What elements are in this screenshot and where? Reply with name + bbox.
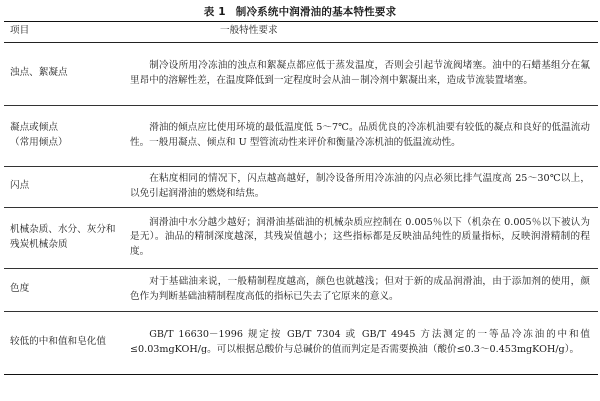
row-property: 机械杂质、水分、灰分和残炭机械杂质 bbox=[4, 207, 124, 268]
row-property: 浊点、絮凝点 bbox=[4, 42, 124, 105]
table-header-row bbox=[4, 22, 598, 43]
table-row bbox=[4, 207, 598, 268]
properties-table bbox=[4, 21, 598, 375]
header-item: 项目 bbox=[4, 22, 124, 43]
row-property-main: 凝点或倾点 bbox=[10, 122, 58, 133]
row-property: 闪点 bbox=[4, 166, 124, 207]
table-caption bbox=[0, 4, 600, 19]
table-row bbox=[4, 268, 598, 311]
row-requirement: 制冷设所用冷冻油的浊点和絮凝点都应低于蒸发温度，否则会引起节流阀堵塞。油中的石蜡基组分在氟里昂中的溶解性差，在温度降低到一定程度时会从油－制冷剂中絮凝出来，造成节流装置堵塞。 bbox=[124, 42, 598, 105]
table-row bbox=[4, 42, 598, 105]
row-property: 色度 bbox=[4, 268, 124, 311]
table-row bbox=[4, 311, 598, 374]
row-property-note: （常用倾点） bbox=[10, 136, 68, 148]
row-property: 较低的中和值和皂化值 bbox=[10, 336, 106, 348]
row-requirement: GB/T 16630－1996 规定按 GB/T 7304 或 GB/T 4945 方法测定的一等品冷冻油的中和值≤0.03mgKOH/g。可以根据总酸价与总碱价的值而判定是否需要换油（酸价≤0.3～0.453mgKOH/g）。 bbox=[130, 329, 590, 355]
table-row bbox=[4, 166, 598, 207]
row-requirement: 对于基础油来说，一般精制程度越高，颜色也就越浅；但对于新的成品润滑油，由于添加剂的使用，颜色作为判断基础油精制程度高低的指标已失去了它原来的意义。 bbox=[124, 268, 598, 311]
row-property bbox=[4, 105, 124, 166]
row-requirement: 滑油的倾点应比使用环境的最低温度低 5～7℃。品质优良的冷冻机油要有较低的凝点和良好的低温流动性。一般用凝点、倾点和 U 型管流动性来评价和衡量冷冻机油的低温流动性。 bbox=[124, 105, 598, 166]
table-number: 表 1 bbox=[203, 6, 226, 18]
table-title: 制冷系统中润滑油的基本特性要求 bbox=[235, 6, 397, 18]
row-requirement: 润滑油中水分越少越好；润滑油基础油的机械杂质应控制在 0.005％以下（机杂在 0.005％以下被认为是无）。油品的精制深度越深，其残炭值越小；这些指标都是反映油品纯性的质量指标，反映润滑精制的程度。 bbox=[124, 207, 598, 268]
header-requirement: 一般特性要求 bbox=[124, 22, 598, 43]
row-requirement: 在粘度相同的情况下，闪点越高越好，制冷设备所用冷冻油的闪点必须比排气温度高 25～30℃以上，以免引起润滑油的燃烧和结焦。 bbox=[124, 166, 598, 207]
table-row bbox=[4, 105, 598, 166]
